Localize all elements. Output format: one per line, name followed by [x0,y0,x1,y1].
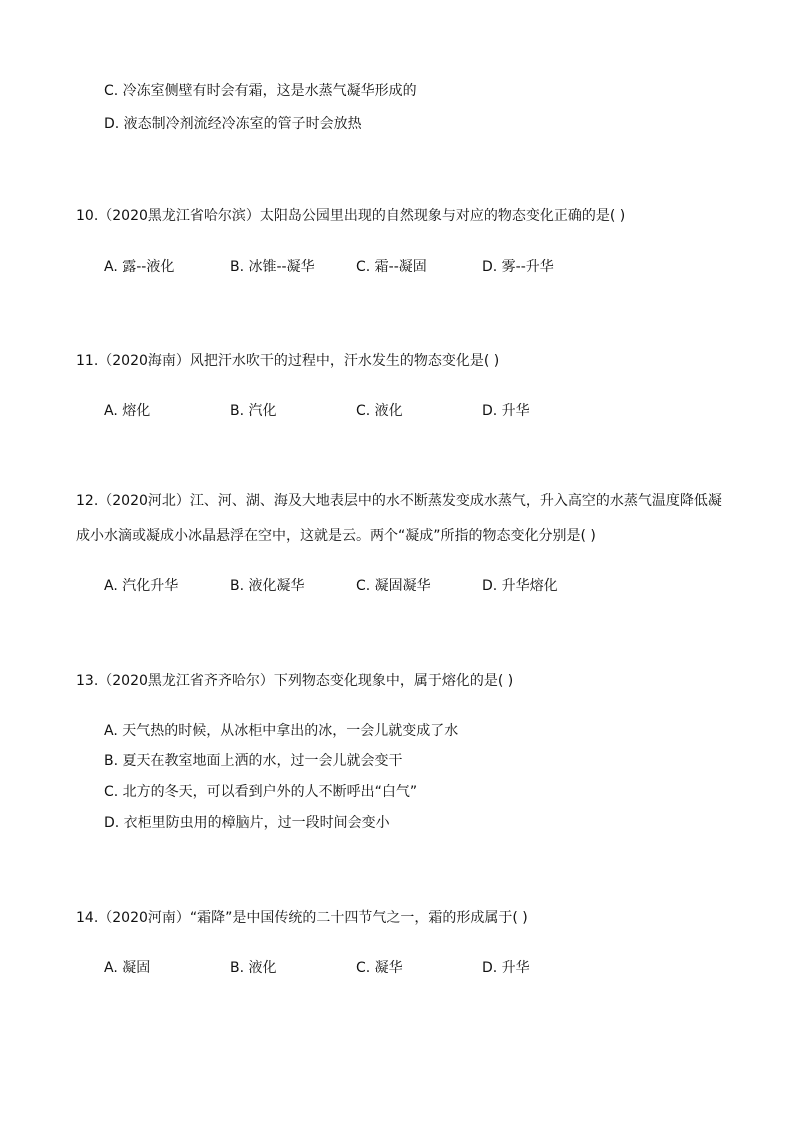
q12-stem-line2: 成小水滴或凝成小冰晶悬浮在空中，这就是云。两个“凝成”所指的物态变化分别是( ) [76,528,596,544]
q10-option-c: C. 霜--凝固 [356,259,427,275]
q10-stem: 10.（2020黑龙江省哈尔滨）太阳岛公园里出现的自然现象与对应的物态变化正确的是( ) [76,208,626,224]
q13-option-b: B. 夏天在教室地面上洒的水，过一会儿就会变干 [104,753,403,769]
q11-stem: 11.（2020海南）风把汗水吹干的过程中，汗水发生的物态变化是( ) [76,353,500,369]
q13-stem: 13.（2020黑龙江省齐齐哈尔）下列物态变化现象中，属于熔化的是( ) [76,673,514,689]
q10-option-b: B. 冰锥--凝华 [230,259,315,275]
q10-option-a: A. 露--液化 [104,259,175,275]
q11-option-d: D. 升华 [482,403,530,419]
q12-option-b: B. 液化凝华 [230,578,305,594]
q14-option-a: A. 凝固 [104,960,151,976]
q12-stem-line1: 12.（2020河北）江、河、湖、海及大地表层中的水不断蒸发变成水蒸气，升入高空的水蒸气温度降低凝 [76,493,722,509]
q13-option-d: D. 衣柜里防虫用的樟脑片，过一段时间会变小 [104,815,390,831]
q14-option-d: D. 升华 [482,960,530,976]
q11-option-b: B. 汽化 [230,403,277,419]
q10-option-d: D. 雾--升华 [482,259,554,275]
prev-option-c: C. 冷冻室侧壁有时会有霜，这是水蒸气凝华形成的 [104,83,417,99]
q13-option-a: A. 天气热的时候，从冰柜中拿出的冰，一会儿就变成了水 [104,723,459,739]
q14-option-b: B. 液化 [230,960,277,976]
q11-option-c: C. 液化 [356,403,403,419]
q12-option-d: D. 升华熔化 [482,578,558,594]
q14-option-c: C. 凝华 [356,960,403,976]
q14-stem: 14.（2020河南）“霜降”是中国传统的二十四节气之一，霜的形成属于( ) [76,910,528,926]
q11-option-a: A. 熔化 [104,403,151,419]
q12-option-a: A. 汽化升华 [104,578,179,594]
prev-option-d: D. 液态制冷剂流经冷冻室的管子时会放热 [104,116,362,132]
q12-option-c: C. 凝固凝华 [356,578,431,594]
q13-option-c: C. 北方的冬天，可以看到户外的人不断呼出“白气” [104,784,418,800]
